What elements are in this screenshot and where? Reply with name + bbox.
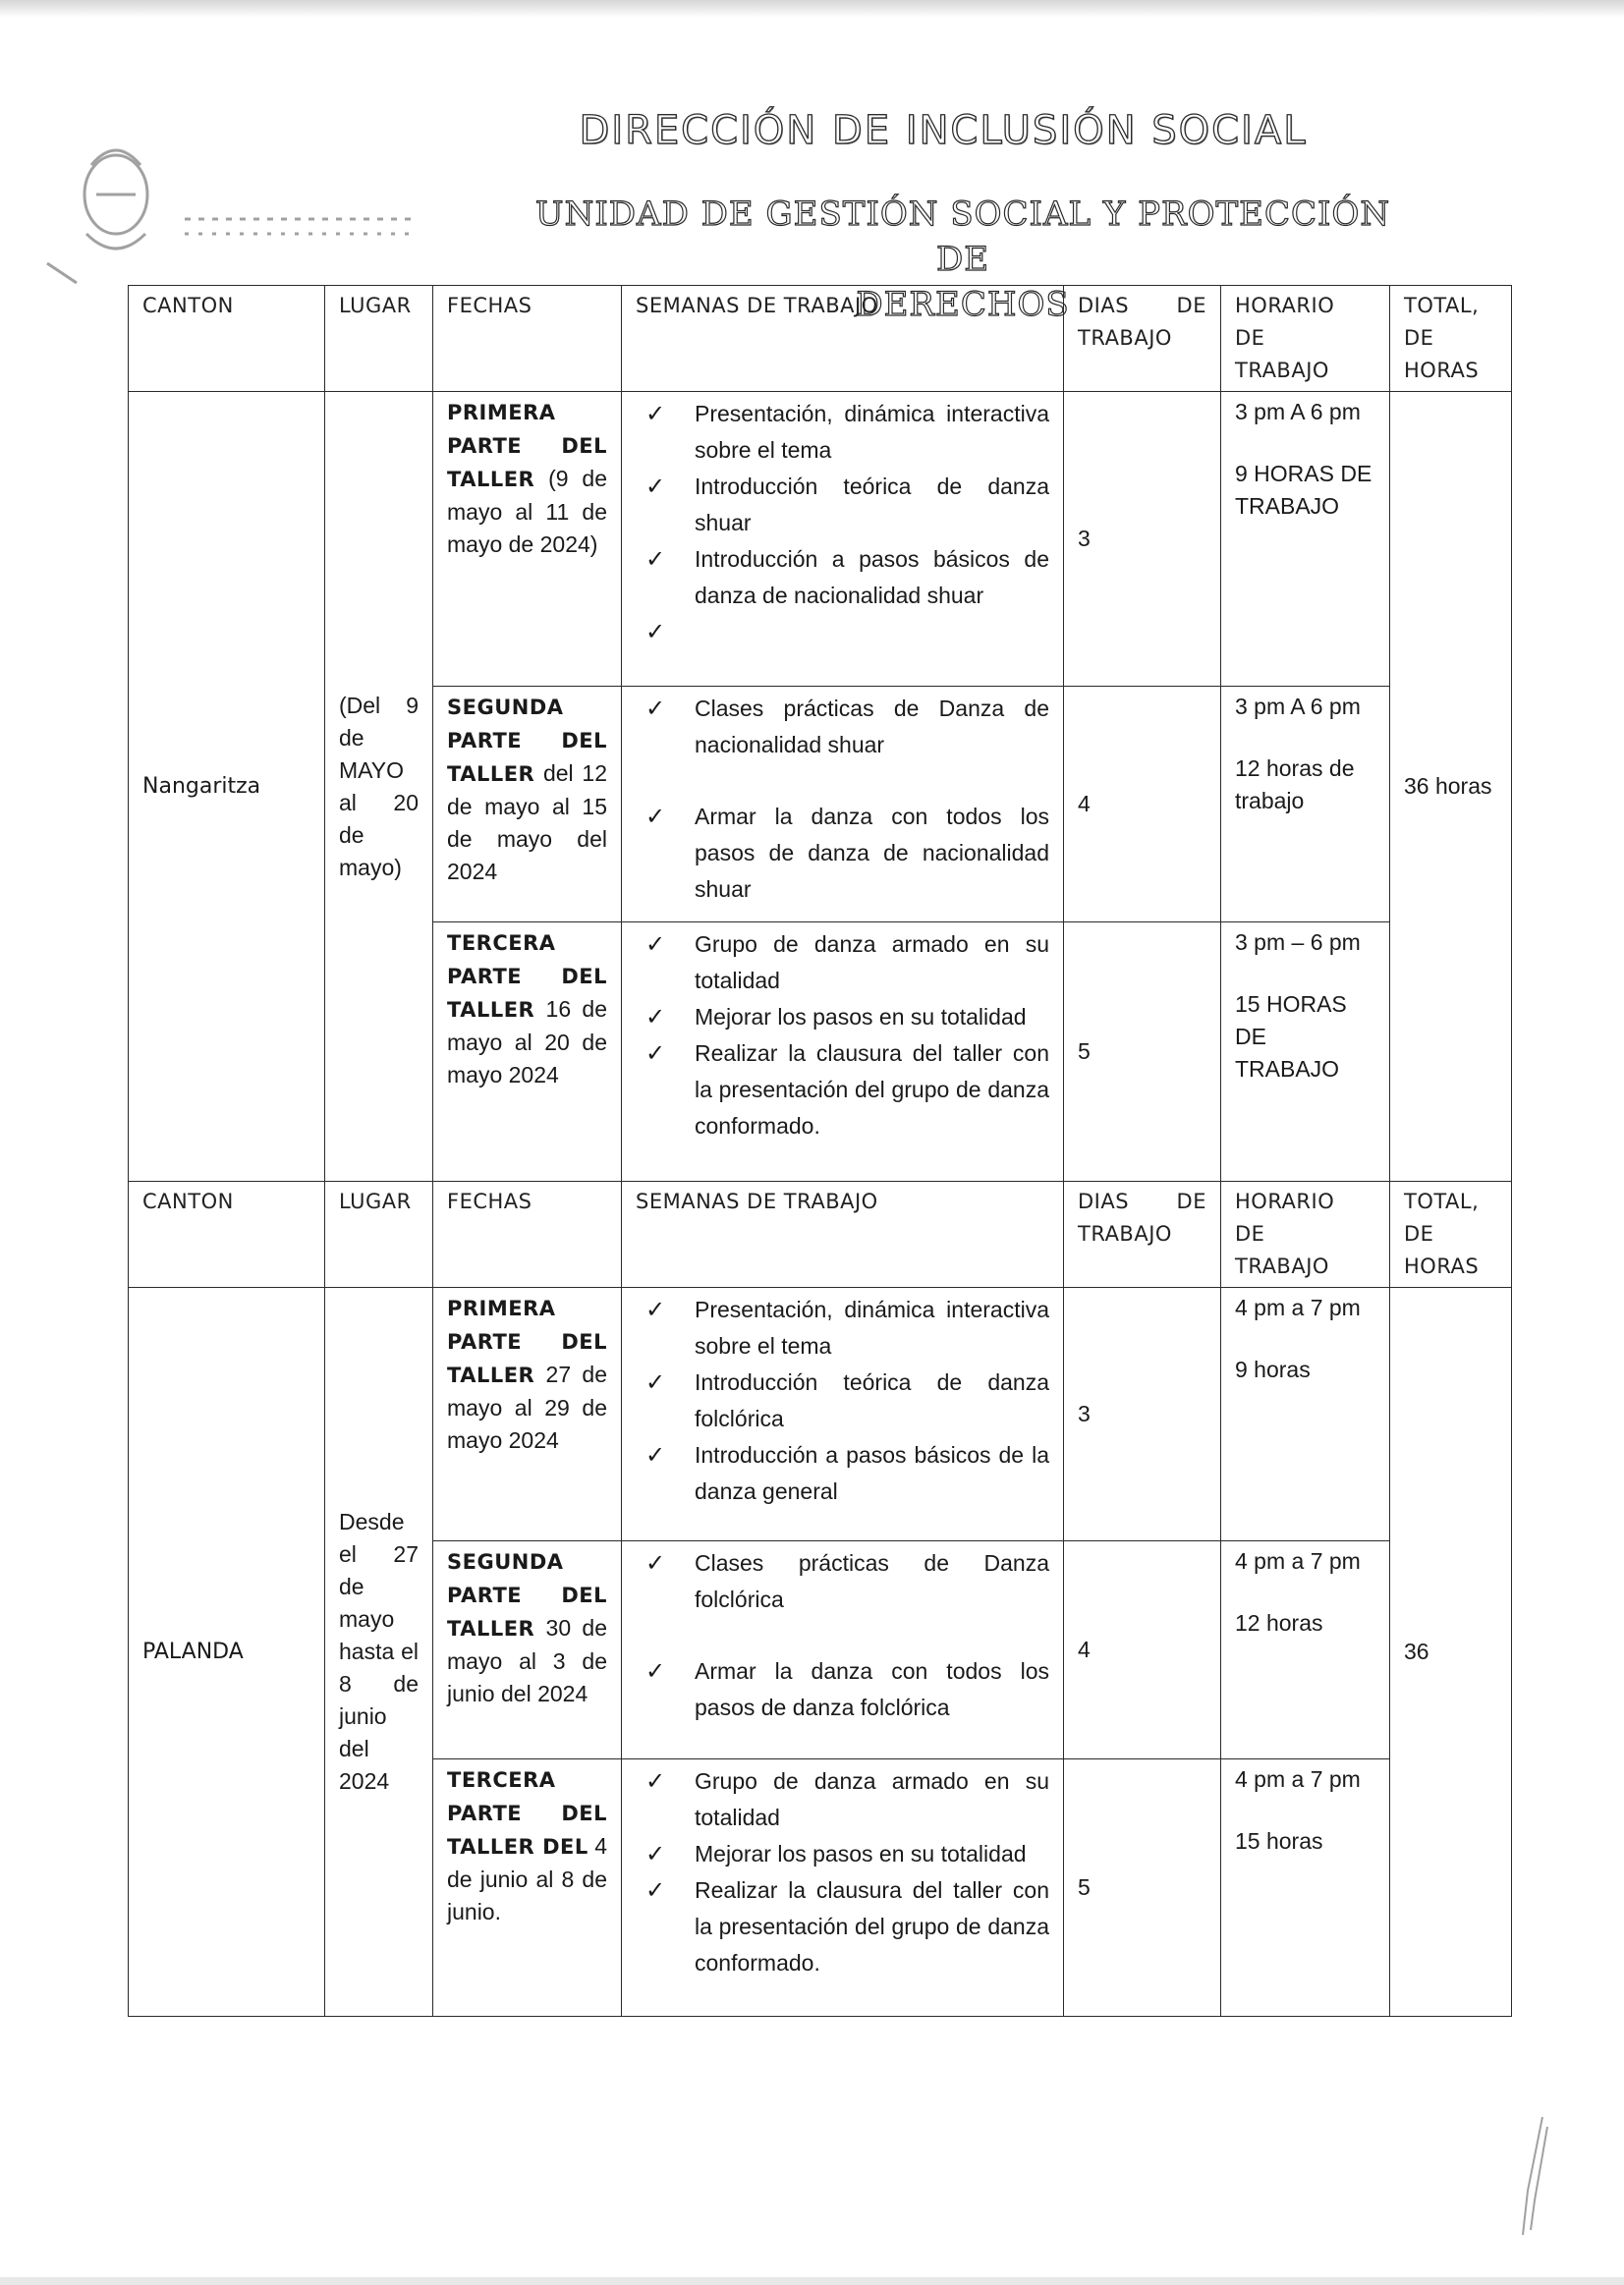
task-text: Presentación, dinámica interactiva sobre el tema [695,1297,1049,1359]
task-text: Armar la danza con todos los pasos de danza de nacionalidad shuar [695,804,1049,902]
dias-value: 3 [1078,1401,1091,1426]
lugar-text: Desde el 27 de mayo hasta el 8 de junio del 2024 [339,1509,419,1794]
subtitle-line-2: DERECHOS [856,285,1070,324]
dias-value: 5 [1078,1038,1091,1064]
horario-time: 3 pm A 6 pm [1235,694,1361,719]
horario-cell [1221,1288,1390,1541]
task-item [636,541,1049,614]
header-lugar-line: LUGAR [339,1190,412,1213]
horario-time: 4 pm a 7 pm [1235,1766,1361,1792]
task-item [636,691,1049,763]
fecha-cell [433,922,622,1182]
header-fechas-line: FECHAS [447,294,532,317]
horario-spacer [1235,1578,1375,1607]
task-item [636,799,1049,908]
header-semanas-line: SEMANAS DE TRABAJO [636,294,878,317]
header-total-line: DE [1404,326,1434,350]
horario-cell [1221,1541,1390,1759]
header-dias-line: TRABAJO [1078,1222,1172,1246]
scan-edge-top [0,0,1624,18]
fecha-cell [433,687,622,922]
header-dias [1064,286,1221,392]
header-lugar [325,1182,433,1288]
header-semanas-line: SEMANAS DE TRABAJO [636,1190,878,1213]
task-list [636,926,1049,1144]
task-item [636,926,1049,999]
header-total-line: HORAS [1404,359,1480,382]
task-text: Clases prácticas de Danza de nacionalidad shuar [695,696,1049,757]
task-text: Grupo de danza armado en su totalidad [695,931,1049,993]
horario-time: 4 pm a 7 pm [1235,1548,1361,1574]
table-row [129,1288,1512,1541]
check-icon: ✓ [645,1841,666,1867]
task-item [636,1653,1049,1726]
task-item [636,1872,1049,1981]
task-item [636,999,1049,1035]
task-text: Presentación, dinámica interactiva sobre el tema [695,401,1049,463]
check-icon: ✓ [645,1369,666,1396]
header-fechas-line: FECHAS [447,1190,532,1213]
check-icon: ✓ [645,1442,666,1469]
check-icon: ✓ [645,696,666,722]
header-horario-line: HORARIO [1235,1190,1335,1213]
schedule-table [128,285,1512,2017]
fecha-cell [433,1541,622,1759]
fecha-range: 27 de mayo al 29 de mayo 2024 [447,1362,607,1453]
fecha-part-label: SEGUNDA PARTE DEL TALLER [447,696,607,786]
total-cell [1390,1288,1512,2017]
task-list [636,1763,1049,1981]
header-total-line: DE [1404,1222,1434,1246]
tasks-cell [622,1288,1064,1541]
dias-value: 5 [1078,1874,1091,1900]
header-horario-line: TRABAJO [1235,359,1329,382]
check-icon: ✓ [645,1040,666,1067]
lugar-text: (Del 9 de MAYO al 20 de mayo) [339,692,419,880]
fecha-part-label: SEGUNDA PARTE DEL TALLER [447,1550,607,1641]
task-list [636,1545,1049,1726]
horario-spacer [1235,1324,1375,1354]
header-horario [1221,1182,1390,1288]
dias-value: 4 [1078,791,1091,816]
horario-time: 3 pm A 6 pm [1235,399,1361,424]
fecha-part-label: PRIMERA PARTE DEL TALLER [447,401,607,491]
header-total [1390,286,1512,392]
task-text: Introducción a pasos básicos de danza de nacionalidad shuar [695,546,1049,608]
horario-hours: 12 horas [1235,1610,1323,1636]
task-item [636,1763,1049,1836]
task-text: Realizar la clausura del taller con la presentación del grupo de danza conformado. [695,1040,1049,1139]
task-item [636,396,1049,469]
dias-value: 4 [1078,1637,1091,1662]
schedule-body [129,286,1512,2017]
institution-logo [37,126,430,303]
task-list [636,396,1049,645]
horario-hours: 9 HORAS DE TRABAJO [1235,461,1372,519]
header-canton [129,1182,325,1288]
fecha-cell [433,1288,622,1541]
check-icon: ✓ [645,1877,666,1904]
horario-time: 4 pm a 7 pm [1235,1295,1361,1320]
task-item [636,1545,1049,1618]
tasks-cell [622,922,1064,1182]
header-horario-line: TRABAJO [1235,1254,1329,1278]
header-lugar [325,286,433,392]
header-lugar-line: LUGAR [339,294,412,317]
task-item [636,1365,1049,1437]
task-item [636,469,1049,541]
check-icon: ✓ [645,1768,666,1795]
fecha-cell [433,392,622,687]
check-icon: ✓ [645,1658,666,1685]
fecha-part-label: PRIMERA PARTE DEL TALLER [447,1297,607,1387]
logo-emblem-icon [37,126,430,303]
dias-cell [1064,922,1221,1182]
header-dias [1064,1182,1221,1288]
canton-name: Nangaritza [142,774,261,799]
task-list [636,691,1049,908]
header-canton-line: CANTON [142,294,234,317]
fecha-range: (9 de mayo al 11 de mayo de 2024) [447,466,607,557]
horario-spacer [1235,1796,1375,1825]
task-text: Introducción teórica de danza shuar [695,474,1049,535]
header-fechas [433,286,622,392]
horario-cell [1221,687,1390,922]
task-item [636,1035,1049,1144]
task-item [636,1292,1049,1365]
header-horario-line: DE [1235,1222,1265,1246]
header-canton-line: CANTON [142,1190,234,1213]
tasks-cell [622,1541,1064,1759]
header-dias-line: DIAS DE [1078,294,1206,317]
check-icon: ✓ [645,474,666,500]
horario-spacer [1235,959,1375,988]
scan-edge-bottom [0,2277,1624,2285]
fecha-cell [433,1759,622,2017]
check-icon: ✓ [645,1297,666,1323]
fecha-range: 4 de junio al 8 de junio. [447,1833,607,1924]
task-text: Armar la danza con todos los pasos de danza folclórica [695,1658,1049,1720]
horario-spacer [1235,723,1375,752]
header-horario-line: HORARIO [1235,294,1335,317]
dias-cell [1064,392,1221,687]
header-total-line: TOTAL, [1404,294,1480,317]
table-header-row [129,1182,1512,1288]
header-fechas [433,1182,622,1288]
check-icon: ✓ [645,619,666,645]
task-text: Clases prácticas de Danza folclórica [695,1550,1049,1612]
table-header-row [129,286,1512,392]
header-canton [129,286,325,392]
horario-cell [1221,1759,1390,2017]
horario-cell [1221,922,1390,1182]
header-horario [1221,286,1390,392]
task-text: Introducción a pasos básicos de la danza general [695,1442,1049,1504]
task-text: Introducción teórica de danza folclórica [695,1369,1049,1431]
horario-hours: 9 horas [1235,1357,1311,1382]
task-text: Mejorar los pasos en su totalidad [695,1004,1027,1030]
task-text: Grupo de danza armado en su totalidad [695,1768,1049,1830]
check-icon: ✓ [645,1550,666,1577]
header-semanas [622,1182,1064,1288]
fecha-part-label: TERCERA PARTE DEL TALLER DEL [447,1768,607,1859]
dias-cell [1064,1288,1221,1541]
header-horario-line: DE [1235,326,1265,350]
fecha-range: del 12 de mayo al 15 de mayo del 2024 [447,760,607,884]
header-total-line: HORAS [1404,1254,1480,1278]
header-dias-line: TRABAJO [1078,326,1172,350]
dias-value: 3 [1078,526,1091,551]
task-item [636,1437,1049,1510]
fecha-part-label: TERCERA PARTE DEL TALLER [447,931,607,1022]
tasks-cell [622,392,1064,687]
horario-spacer [1235,428,1375,458]
dias-cell [1064,1541,1221,1759]
task-item [636,1836,1049,1872]
lugar-cell [325,1288,433,2017]
check-icon: ✓ [645,401,666,427]
total-cell [1390,392,1512,1182]
tasks-cell [622,687,1064,922]
total-value: 36 horas [1404,773,1492,799]
header-dias-line: DIAS DE [1078,1190,1206,1213]
horario-hours: 12 horas de trabajo [1235,755,1355,813]
signature [1503,2112,1562,2240]
canton-cell [129,1288,325,2017]
signature-mark-icon [1503,2112,1562,2240]
subtitle-line-1: UNIDAD DE GESTIÓN SOCIAL Y PROTECCIÓN DE [534,195,1391,279]
check-icon: ✓ [645,1004,666,1031]
canton-cell [129,392,325,1182]
check-icon: ✓ [645,804,666,830]
horario-hours: 15 horas [1235,1828,1323,1854]
total-value: 36 [1404,1639,1429,1664]
horario-hours: 15 HORAS DE TRABAJO [1235,991,1347,1082]
document-title: DIRECCIÓN DE INCLUSIÓN SOCIAL [579,108,1308,153]
tasks-cell [622,1759,1064,2017]
task-text: Mejorar los pasos en su totalidad [695,1841,1027,1867]
dias-cell [1064,1759,1221,2017]
horario-time: 3 pm – 6 pm [1235,929,1361,955]
dias-cell [1064,687,1221,922]
fecha-range: 16 de mayo al 20 de mayo 2024 [447,996,607,1087]
horario-cell [1221,392,1390,687]
header-total-line: TOTAL, [1404,1190,1480,1213]
check-icon: ✓ [645,931,666,958]
fecha-range: 30 de mayo al 3 de junio del 2024 [447,1615,607,1706]
task-text: Realizar la clausura del taller con la presentación del grupo de danza conformado. [695,1877,1049,1976]
check-icon: ✓ [645,546,666,573]
header-total [1390,1182,1512,1288]
table-row [129,392,1512,687]
lugar-cell [325,392,433,1182]
task-list [636,1292,1049,1510]
canton-name: PALANDA [142,1640,244,1664]
header-semanas [622,286,1064,392]
